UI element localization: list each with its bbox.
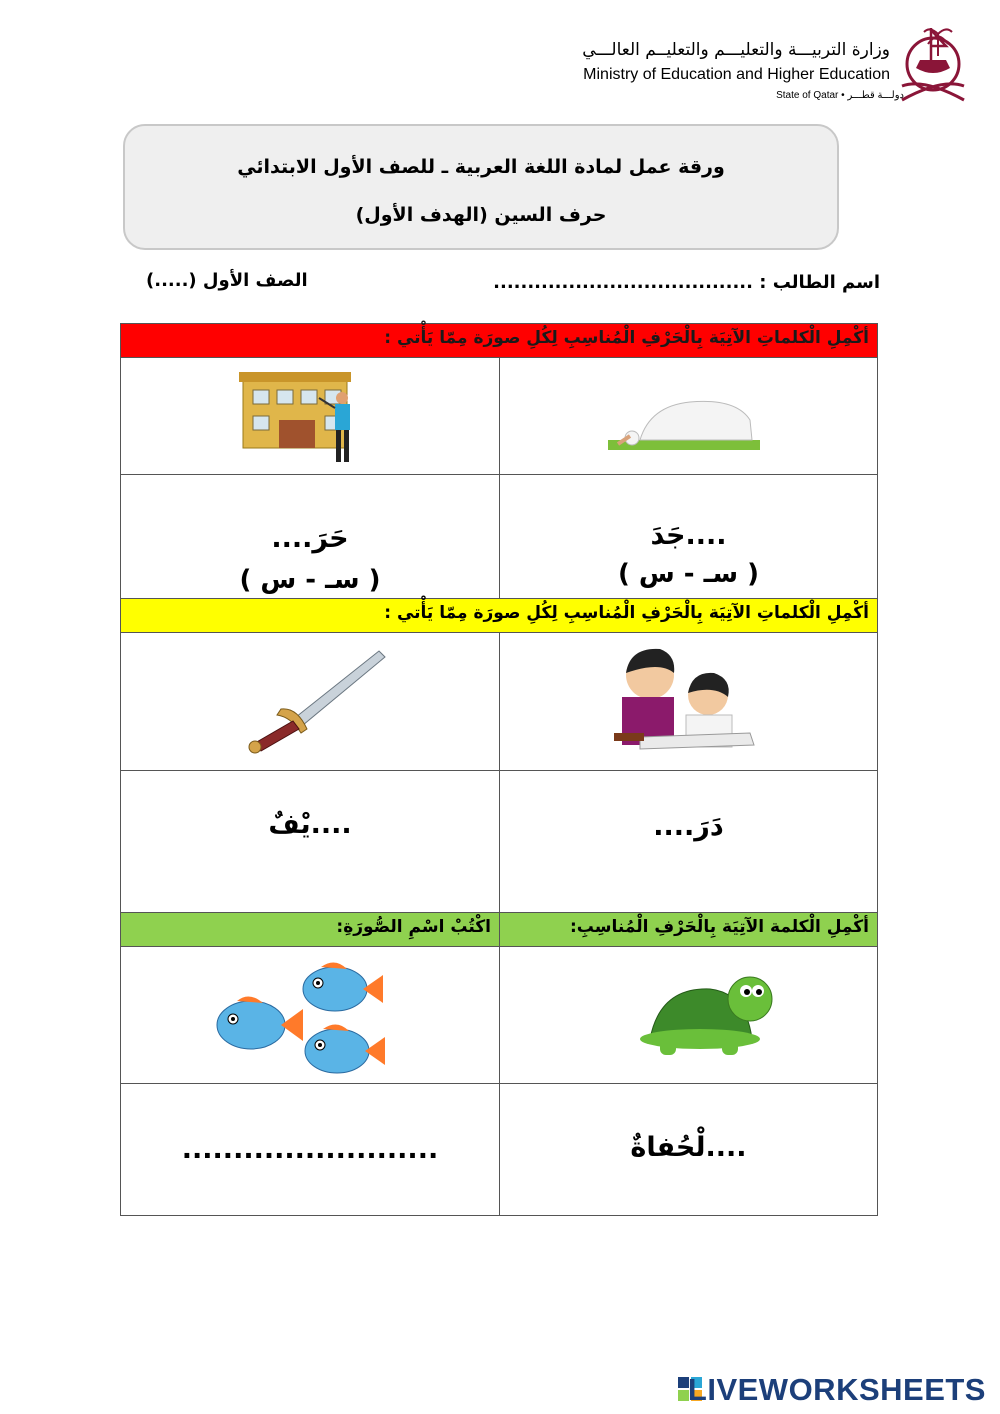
turtle-picture-cell — [499, 946, 878, 1084]
liveworksheets-brand[interactable]: LIVEWORKSHEETS — [687, 1372, 986, 1407]
ministry-name-english: Ministry of Education and Higher Education — [583, 66, 890, 83]
school-picture-cell — [120, 357, 500, 475]
state-of-qatar-label: State of Qatar • دولـــة قطـــر — [776, 90, 904, 101]
children-studying-image — [500, 633, 879, 772]
section3-right-band — [499, 912, 878, 947]
incomplete-word: ....جَدَ — [650, 520, 727, 551]
turtle-image — [500, 947, 879, 1085]
word-cell-sulahfat — [499, 1083, 878, 1216]
incomplete-word: حَرَ.... — [271, 523, 349, 554]
word-cell-sayf — [120, 770, 500, 913]
section3-left-band — [120, 912, 500, 947]
fish-image — [121, 947, 501, 1085]
worksheet-subtitle: حرف السين (الهدف الأول) — [355, 204, 607, 226]
school-teacher-image — [121, 358, 501, 476]
prayer-picture-cell — [499, 357, 878, 475]
complete-word-instruction: أكْمِلِ الْكلمة الآتِيَة بِالْحَرْفِ الْمُناسِبِ: — [570, 917, 869, 937]
word-cell-darasa — [499, 770, 878, 913]
fish-1 — [217, 996, 303, 1049]
sword-picture-cell — [120, 632, 500, 771]
letter-choices[interactable]: ( سـ - س ) — [239, 565, 381, 595]
student-name-label: اسم الطالب : ...................................... — [493, 272, 880, 293]
incomplete-word[interactable]: ....يْفٌ — [268, 809, 352, 840]
section1-instruction: أكْمِلِ الْكلماتِ الآتِيَة بِالْحَرْفِ الْمُناسِبِ لِكُلِ صورَة مِمّا يَأْتي : — [384, 328, 869, 348]
incomplete-word[interactable]: ....لْحُفاةٌ — [630, 1132, 747, 1163]
fish-2 — [303, 962, 383, 1011]
answer-blank[interactable]: ......................... — [181, 1134, 439, 1165]
study-picture-cell — [499, 632, 878, 771]
class-label: الصف الأول (.....) — [146, 270, 308, 291]
fish-picture-cell — [120, 946, 500, 1084]
word-cell-harasa — [120, 474, 500, 599]
fish-3 — [305, 1024, 385, 1073]
worksheet-title: ورقة عمل لمادة اللغة العربية ـ للصف الأول الابتدائي — [237, 156, 725, 178]
answer-cell-fish — [120, 1083, 500, 1216]
word-cell-sajada — [499, 474, 878, 599]
section1-instruction-band — [120, 323, 878, 358]
letter-choices[interactable]: ( سـ - س ) — [617, 559, 760, 589]
incomplete-word[interactable]: دَرَ.... — [653, 811, 724, 842]
worksheet-title-box — [123, 124, 839, 250]
ministry-name-arabic: وزارة التربيـــة والتعليـــم والتعليــم العالـــي — [582, 40, 890, 60]
write-picture-name-instruction: اكْتُبْ اسْمِ الصُّورَةِ: — [336, 917, 491, 937]
section2-instruction: أكْمِلِ الْكلماتِ الآتِيَة بِالْحَرْفِ الْمُناسِبِ لِكُلِ صورَة مِمّا يَأْتي : — [384, 603, 869, 623]
qatar-emblem-icon — [894, 16, 972, 106]
sword-image — [121, 633, 501, 772]
section2-instruction-band — [120, 598, 878, 633]
praying-man-image — [500, 358, 879, 476]
